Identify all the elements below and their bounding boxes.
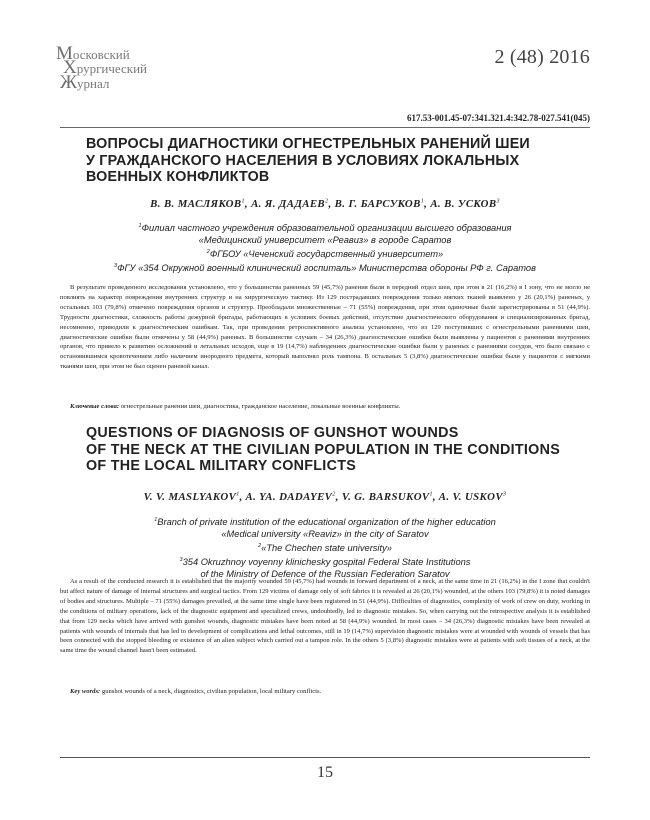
keywords-text: огнестрельные ранения шеи, диагностика, гражданское население, локальные военные конфликты. [120,403,401,410]
abstract-ru-text: В результате проведенного исследования установлено, что у большинства раненных 59 (45,7%) ранения были в передний отдел шеи, при этом в 21 (16,2%) в I зону, что не могло не повлиять на характер повреждения внутренних структур и на хирургическую тактику. Из 129 пострадавших повреждения только мягких тканей выявлено у 26 (20,1%) раненых, у остальных 103 (79,8%) отмечено повреждения органов и структур. Преобладали множественные – 71 (55%) повреждения, при этом одиночные были зарегистрированы в 51 (44,9%). Трудности диагностики, сложность работы дежурной бригады, работающих в условиях боевых действий, отсутствие диагностического оборудования и специализированных бригад, несомненно, приводили к диагностическим ошибкам. Так, при проведении ретроспективного анализа установлено, что из 129 поступивших с огнестрельными ранениями шеи, диагностические ошибки были отмечены у 58 (44,9%) раненых. В большинстве случаев – 34 (26,3%) диагностические ошибки были выявлены у пациентов с ранениями внутренних органов, что привело к развитию осложнений и летальных исходов, еще в 19 (14,7%) наблюдениях диагностические ошибки были у раненых с ранениями сосудов, что было связано с остановившимся кровотечением либо наличием инородного предмета, который выполнял роль тампона. В остальных 5 (3,8%) диагностические ошибки были у пациентов с мягкими тканями шеи, при этом не был оценен раневой канал. [60,284,590,371]
affiliation-sup: 1 [138,223,142,229]
author-sup: 2 [332,491,336,498]
logo-text-2: рургический [76,61,147,76]
author-name: V. V. MASLYAKOV [143,491,237,503]
issue-number: 2 (48) 2016 [494,46,590,68]
author-name: A. V. USKOV [438,491,503,503]
authors-en: V. V. MASLYAKOV$^1$, A. YA. DADAYEV$^2$, V. G. BARSUKOV$^1$, A. V. USKOV$^3$ [143,491,507,503]
author-name: V. G. BARSUKOV [341,491,430,503]
logo-initial-3: Ж [60,72,78,93]
affiliation-text: of the Ministry of Defence of the Russian Federation Saratov [200,569,450,580]
affiliation-text: Филиал частного учреждения образовательной организации высшего образования [141,223,512,234]
affiliation-line [0,514,650,528]
affiliation-sup: 3 [179,557,183,564]
author-name: А. Я. ДАДАЕВ [251,198,326,210]
logo-line-3 [60,73,109,92]
affiliation-text: «Medical university «Reaviz» in the city of Saratov [221,529,429,540]
title-en-line: OF THE NECK AT THE CIVILIAN POPULATION IN THE CONDITIONS [86,441,561,458]
journal-logo [56,44,196,102]
affiliation-sup: 2 [258,543,262,550]
keywords-label: Ключевые слова: [70,403,120,410]
affiliation-line [0,246,650,260]
author-sup: 1 [241,198,245,205]
author-name: В. В. МАСЛЯКОВ [150,198,242,210]
affiliation-line [0,260,650,274]
title-en-line: OF THE LOCAL MILITARY CONFLICTS [86,458,357,474]
author-sup: 3 [502,491,507,498]
title-ru-line: У ГРАЖДАНСКОГО НАСЕЛЕНИЯ В УСЛОВИЯХ ЛОКАЛЬНЫХ [86,152,520,169]
page-number: 15 [317,764,333,781]
keywords-text: gunshot wounds of a neck, diagnostics, civilian population, local military conflicts. [101,688,322,695]
affiliation-sup: 2 [206,249,210,256]
logo-initial-2: Х [63,57,77,78]
logo-text-1: осковский [72,47,130,62]
affiliations-ru [0,220,650,274]
author-sup: 1 [429,491,433,498]
title-ru-line: ВОЕННЫХ КОНФЛИКТОВ [86,169,270,185]
keywords-en [70,687,590,696]
footer-divider [60,757,590,758]
affiliation-text: Branch of private institution of the educational organization of the higher education [157,517,496,528]
logo-text-3: урнал [77,76,110,91]
logo-initial-1: М [56,43,73,64]
affiliation-text: «Медицинский университет «Реавиз» в городе Саратов [198,235,452,246]
author-name: A. YA. DADAYEV [245,491,333,503]
author-sup: 1 [236,491,240,498]
affiliation-line [0,234,650,246]
author-sup: 3 [496,198,500,205]
article-title-ru [86,136,566,186]
author-sup: 2 [325,198,329,205]
keywords-ru [70,402,590,411]
affiliation-text: 354 Okruzhnoy voyenny klinichesky gospital Federal State Institutions [182,557,471,568]
abstract-en [60,577,590,656]
affiliation-line [0,220,650,234]
authors-ru: В. В. МАСЛЯКОВ$^1$, А. Я. ДАДАЕВ$^2$, В. Г. БАРСУКОВ$^1$, А. В. УСКОВ$^3$ [150,198,500,210]
abstract-en-text: As a result of the conducted research it is established that the majority wounded 59 (45,7%) had wounds in forward department of a neck, at the same time in 21 (16,2%) in the I zone that couldn't but affect nature of damage of internal structures and surgical tactics. From 129 victims of damage only of soft fabrics it is revealed at 26 (20,1%) wounded, at the others 103 (79,8%) it is noted damages of bodies and structures. Multiple – 71 (55%) damages prevailed, at the same time single have been registered in 51 (44,9%). Difficulties of diagnostics, complexity of work of crew on duty, working in the conditions of military operations, lack of the diagnostic equipment and specialized crews, undoubtedly, led to diagnostic mistakes. So, when carrying out the retrospective analysis it is established that from 129 necks which have arrived with gunshot wounds, diagnostic mistakes have been noted at 58 (44,9%) wounded. In most cases – 34 (26,3%) diagnostic mistakes have been revealed at patients with wounds of internals that has led to development of complications and lethal outcomes, still in 19 (14,7%) supervision diagnostic mistakes were at wounded with wounds of vessels that has been connected with the stopped bleeding or existence of an alien subject which carried out a tampon role. In the others 5 (3,8%) diagnostic mistakes were at patients with soft tissues of a neck, at the same time the wound channel hasn't been estimated. [60,578,590,655]
affiliations-en [0,514,650,580]
affiliation-text: ФГБОУ «Чеченский государственный университет» [209,249,444,260]
article-title-en [86,425,586,475]
title-ru-line: ВОПРОСЫ ДИАГНОСТИКИ ОГНЕСТРЕЛЬНЫХ РАНЕНИЙ ШЕИ [86,136,530,152]
author-name: А. В. УСКОВ [430,198,497,210]
author-sup: 1 [420,198,425,205]
affiliation-text: ФГУ «354 Окружной военный клинический госпиталь» Министерства обороны РФ г. Саратов [117,263,536,274]
affiliation-sup: 3 [114,263,118,270]
affiliation-line [0,540,650,554]
author-name: В. Г. БАРСУКОВ [334,198,421,210]
affiliation-line [0,554,650,568]
header-divider [60,127,590,128]
title-en-line: QUESTIONS OF DIAGNOSIS OF GUNSHOT WOUNDS [86,425,459,441]
affiliation-text: «The Chechen state university» [261,543,392,554]
affiliation-sup: 1 [154,517,158,523]
udc-code: 617.53-001.45-07:341.321.4:342.78-027.541(045) [407,113,590,123]
keywords-label: Key words: [70,688,101,695]
abstract-ru [60,283,590,372]
affiliation-line [0,528,650,540]
